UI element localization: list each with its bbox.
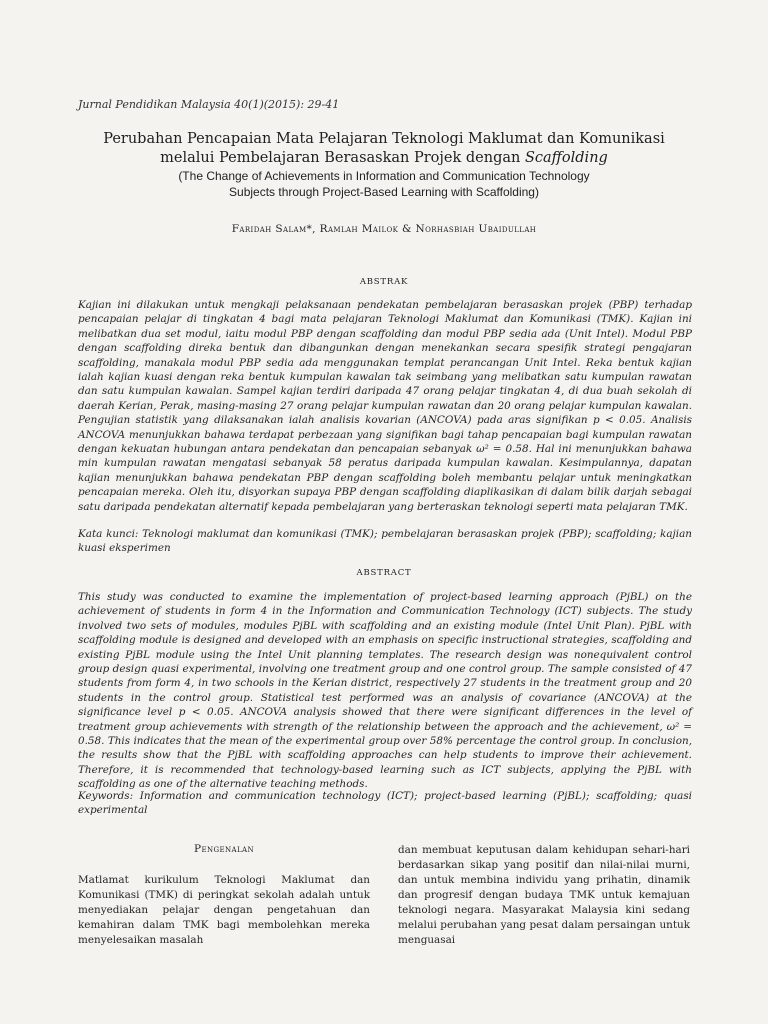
abstract-heading: ABSTRACT: [356, 568, 412, 578]
journal-citation: Jurnal Pendidikan Malaysia 40(1)(2015): 29-41: [78, 98, 340, 111]
subtitle-line-1: (The Change of Achievements in Information and Communication Technology: [178, 169, 590, 183]
title-line-2: [60, 149, 708, 168]
abstract-keywords: Keywords: Information and communication technology (ICT); project-based learning (PjBL); scaffolding; quasi experimental: [78, 790, 692, 817]
abstrak-body: Kajian ini dilakukan untuk mengkaji pelaksanaan pendekatan pembelajaran berasaskan projek (PBP) terhadap pencapaian pelajar di tingkatan 4 bagi mata pelajaran Teknologi Maklumat dan Komunikasi (TMK). Kajian ini melibatkan dua set modul, iaitu modul PBP dengan scaffolding dan modul PBP sedia ada (Unit Intel). Modul PBP dengan scaffolding direka bentuk dan dibangunkan dengan menekankan secara spesifik strategi pengajaran scaffolding, manakala modul PBP sedia ada menggunakan templat perancangan Unit Intel. Reka bentuk kajian ialah kajian kuasi dengan reka bentuk kumpulan kawalan tak seimbang yang melibatkan satu kumpulan rawatan dan satu kumpulan kawalan. Sampel kajian terdiri daripada 47 orang pelajar tingkatan 4, di dua buah sekolah di daerah Kerian, Perak, masing-masing 27 orang pelajar kumpulan rawatan dan 20 orang pelajar kumpulan kawalan. Pengujian statistik yang dilaksanakan ialah analisis kovarian (ANCOVA) pada aras signifikan p < 0.05. Analisis ANCOVA menunjukkan bahawa terdapat perbezaan yang signifikan bagi tahap pencapaian bagi kumpulan rawatan dengan kekuatan hubungan antara pendekatan dan pencapaian sebanyak ω² = 0.58. Hal ini menunjukkan bahawa min kumpulan rawatan mengatasi sebanyak 58 peratus daripada kumpulan kawalan. Kesimpulannya, dapatan kajian menunjukkan bahawa pendekatan PBP dengan scaffolding boleh membantu pelajar untuk meningkatkan pencapaian mereka. Oleh itu, disyorkan supaya PBP dengan scaffolding diaplikasikan di dalam bilik darjah sebagai satu daripada pendekatan alternatif kepada pembelajaran yang berteraskan teknologi seperti mata pelajaran TMK.: [78, 299, 692, 513]
abstrak-heading: ABSTRAK: [359, 277, 409, 287]
pengenalan-heading: Pengenalan: [193, 843, 254, 855]
article-subtitle: [90, 168, 678, 200]
title-scaffolding-word: Scaffolding: [524, 150, 608, 166]
pengenalan-left-column: Matlamat kurikulum Teknologi Maklumat dan Komunikasi (TMK) di peringkat sekolah adalah untuk menyediakan pelajar dengan pengetahuan dan kemahiran dalam TMK bagi membolehkan mereka menyelesaikan masalah: [78, 874, 370, 946]
title-line-2-text: melalui Pembelajaran Berasaskan Projek dengan: [160, 150, 525, 166]
abstrak-keywords: Kata kunci: Teknologi maklumat dan komunikasi (TMK); pembelajaran berasaskan projek (PBP); scaffolding; kajian kuasi eksperimen: [78, 528, 692, 555]
subtitle-line-2: Subjects through Project-Based Learning with Scaffolding): [229, 185, 539, 199]
title-line-1: Perubahan Pencapaian Mata Pelajaran Teknologi Maklumat dan Komunikasi: [103, 131, 665, 147]
abstract-body: This study was conducted to examine the implementation of project-based learning approach (PjBL) on the achievement of students in form 4 in the Information and Communication Technology (ICT) subjects. The study involved two sets of modules, modules PjBL with scaffolding and an existing module (Intel Unit Plan). PjBL with scaffolding module is designed and developed with an emphasis on specific instructional strategies, scaffolding and existing PjBL module using the Intel Unit planning templates. The research design was nonequivalent control group design quasi experimental, involving one treatment group and one control group. The sample consisted of 47 students from form 4, in two schools in the Kerian district, respectively 27 students in the treatment group and 20 students in the control group. Statistical test performed was an analysis of covariance (ANCOVA) at the significance level p < 0.05. ANCOVA analysis showed that there were significant differences in the level of treatment group achievements with strength of the relationship between the approach and the achievement, ω² = 0.58. This indicates that the mean of the experimental group over 58% percentage the control group. In conclusion, the results show that the PjBL with scaffolding approaches can help students to improve their achievement. Therefore, it is recommended that technology-based learning such as ICT subjects, applying the PjBL with scaffolding as one of the alternative teaching methods.: [78, 591, 692, 791]
pengenalan-right-column: dan membuat keputusan dalam kehidupan sehari-hari berdasarkan sikap yang positif dan nilai-nilai murni, dan untuk membina individu yang prihatin, dinamik dan progresif dengan budaya TMK untuk kemajuan teknologi negara. Masyarakat Malaysia kini sedang melalui perubahan yang pesat dalam persaingan untuk menguasai: [398, 844, 690, 946]
author-list: Faridah Salam*, Ramlah Mailok & Norhasbiah Ubaidullah: [231, 223, 537, 235]
article-title: [60, 130, 708, 168]
